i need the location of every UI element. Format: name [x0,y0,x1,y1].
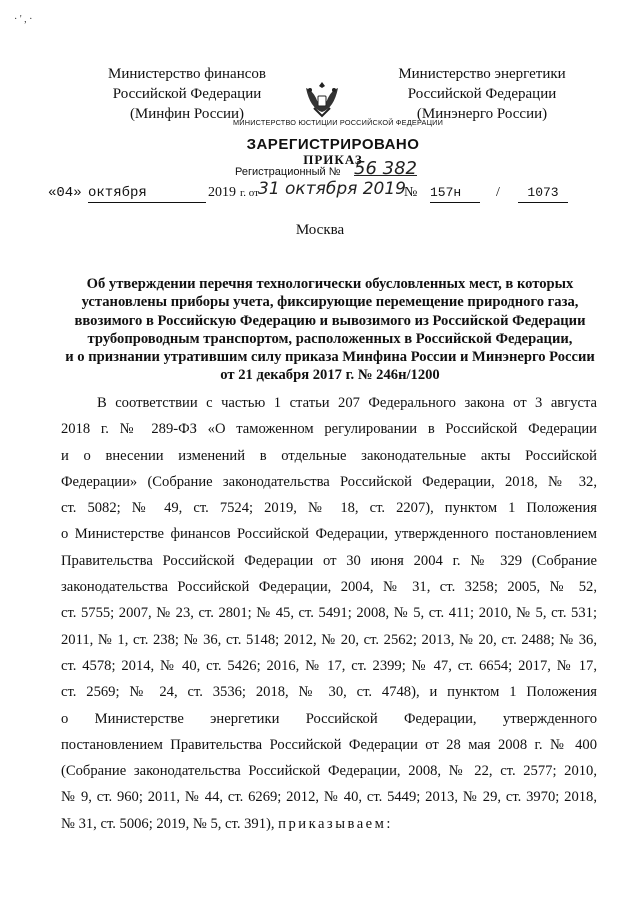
body-line: постановлением Правительства Российской Федерации от 28 мая 2008 г. № 400 [61,736,597,753]
body-line-final [61,811,597,837]
stamp-reg-number: 56 382 [354,158,417,179]
order-number-slash: / [496,185,500,200]
body-line: Правительства Российской Федерации от 30 июня 2004 г. № 329 (Собрание [61,552,597,569]
stamp-date-handwritten: 31 октября 2019 [258,179,407,199]
left-ministry-line: Российской Федерации [112,86,262,102]
right-ministry-block [378,64,586,124]
stamp-ministry-text: МИНИСТЕРСТВО ЮСТИЦИИ РОССИЙСКОЙ ФЕДЕРАЦИИ [233,118,444,127]
body-line: ст. 5082; № 49, ст. 7524; 2019, № 18, ст. 2207), пунктом 1 Положения [61,500,597,517]
stamp-registered-text: ЗАРЕГИСТРИРОВАНО [246,136,420,153]
body-line: (Собрание законодательства Российской Федерации, 2008, № 22, ст. 2577; 2010, [61,763,597,780]
title-line: трубопроводным транспортом, расположенных в Российской Федерации, [87,330,573,347]
title-line: установлены приборы учета, фиксирующие перемещение природного газа, [81,294,579,311]
title-line: от 21 декабря 2017 г. № 246н/1200 [220,367,440,384]
body-line: ст. 4578; 2014, № 40, ст. 5426; 2016, № 17, ст. 2399; № 47, ст. 6654; 2017, № 17, [61,657,597,674]
prikazyvaem-text: приказываем: [278,815,393,832]
body-line: Федерации» (Собрание законодательства Российской Федерации, 2018, № 32, [61,473,597,490]
body-line: о Министерстве энергетики Российской Федерации, утвержденного [61,710,597,727]
left-ministry-line: Министерство финансов [108,66,266,82]
right-ministry-line: Российской Федерации [407,86,557,102]
order-date-row [48,179,588,209]
body-line: и о внесении изменений в отдельные законодательные акты Российской [61,447,597,464]
body-line: о Министерстве финансов Российской Федерации, утвержденного постановлением [61,526,597,543]
left-ministry-block [92,64,282,124]
coat-of-arms-icon [300,78,344,122]
body-line: 2011, № 1, ст. 238; № 36, ст. 5148; 2012, № 20, ст. 2562; 2013, № 20, ст. 2488; № 36, [61,631,597,648]
title-line: ввозимого в Российскую Федерацию и вывозимого из Российской Федерации [74,312,586,329]
stamp-date-label: г. от [240,187,259,199]
order-year: 2019 [208,185,236,200]
scan-specks: · ' , · [14,14,33,25]
stamp-prikaz-text: ПРИКАЗ [303,152,363,167]
order-number-sign: № [404,185,418,200]
document-title [60,275,600,385]
order-day: «04» [48,185,82,201]
body-line: ст. 2569; № 24, ст. 3536; 2018, № 30, ст. 4748), и пунктом 1 Положения [61,684,597,701]
order-number-2: 1073 [518,185,568,203]
stamp-reg-number-label: Регистрационный № [235,166,341,178]
left-ministry-line: (Минфин России) [129,106,245,122]
body-line: 2018 г. № 289-ФЗ «О таможенном регулировании в Российской Федерации [61,421,597,438]
order-number: 157н [430,185,480,203]
body-line: № 31, ст. 5006; 2019, № 5, ст. 391), [61,815,275,832]
city-name: Москва [295,222,345,238]
right-ministry-line: (Минэнерго России) [416,106,548,122]
title-line: Об утверждении перечня технологически обусловленных мест, в которых [86,276,574,292]
body-line: законодательства Российской Федерации, 2004, № 31, ст. 3258; 2005, № 52, [61,579,597,596]
order-month: октября [88,185,206,203]
right-ministry-line: Министерство энергетики [398,66,566,82]
body-line: ст. 5755; 2007, № 23, ст. 2801; № 45, ст. 5491; 2008, № 5, ст. 411; 2010, № 5, ст. 531; [61,605,597,622]
title-line: и о признании утратившим силу приказа Минфина России и Минэнерго России [65,349,595,366]
document-body [61,390,597,837]
body-line: № 9, ст. 960; 2011, № 44, ст. 6269; 2012, № 40, ст. 5449; 2013, № 29, ст. 3970; 2018, [61,789,597,806]
body-line: В соответствии с частью 1 статьи 207 Федерального закона от 3 августа [97,395,597,411]
